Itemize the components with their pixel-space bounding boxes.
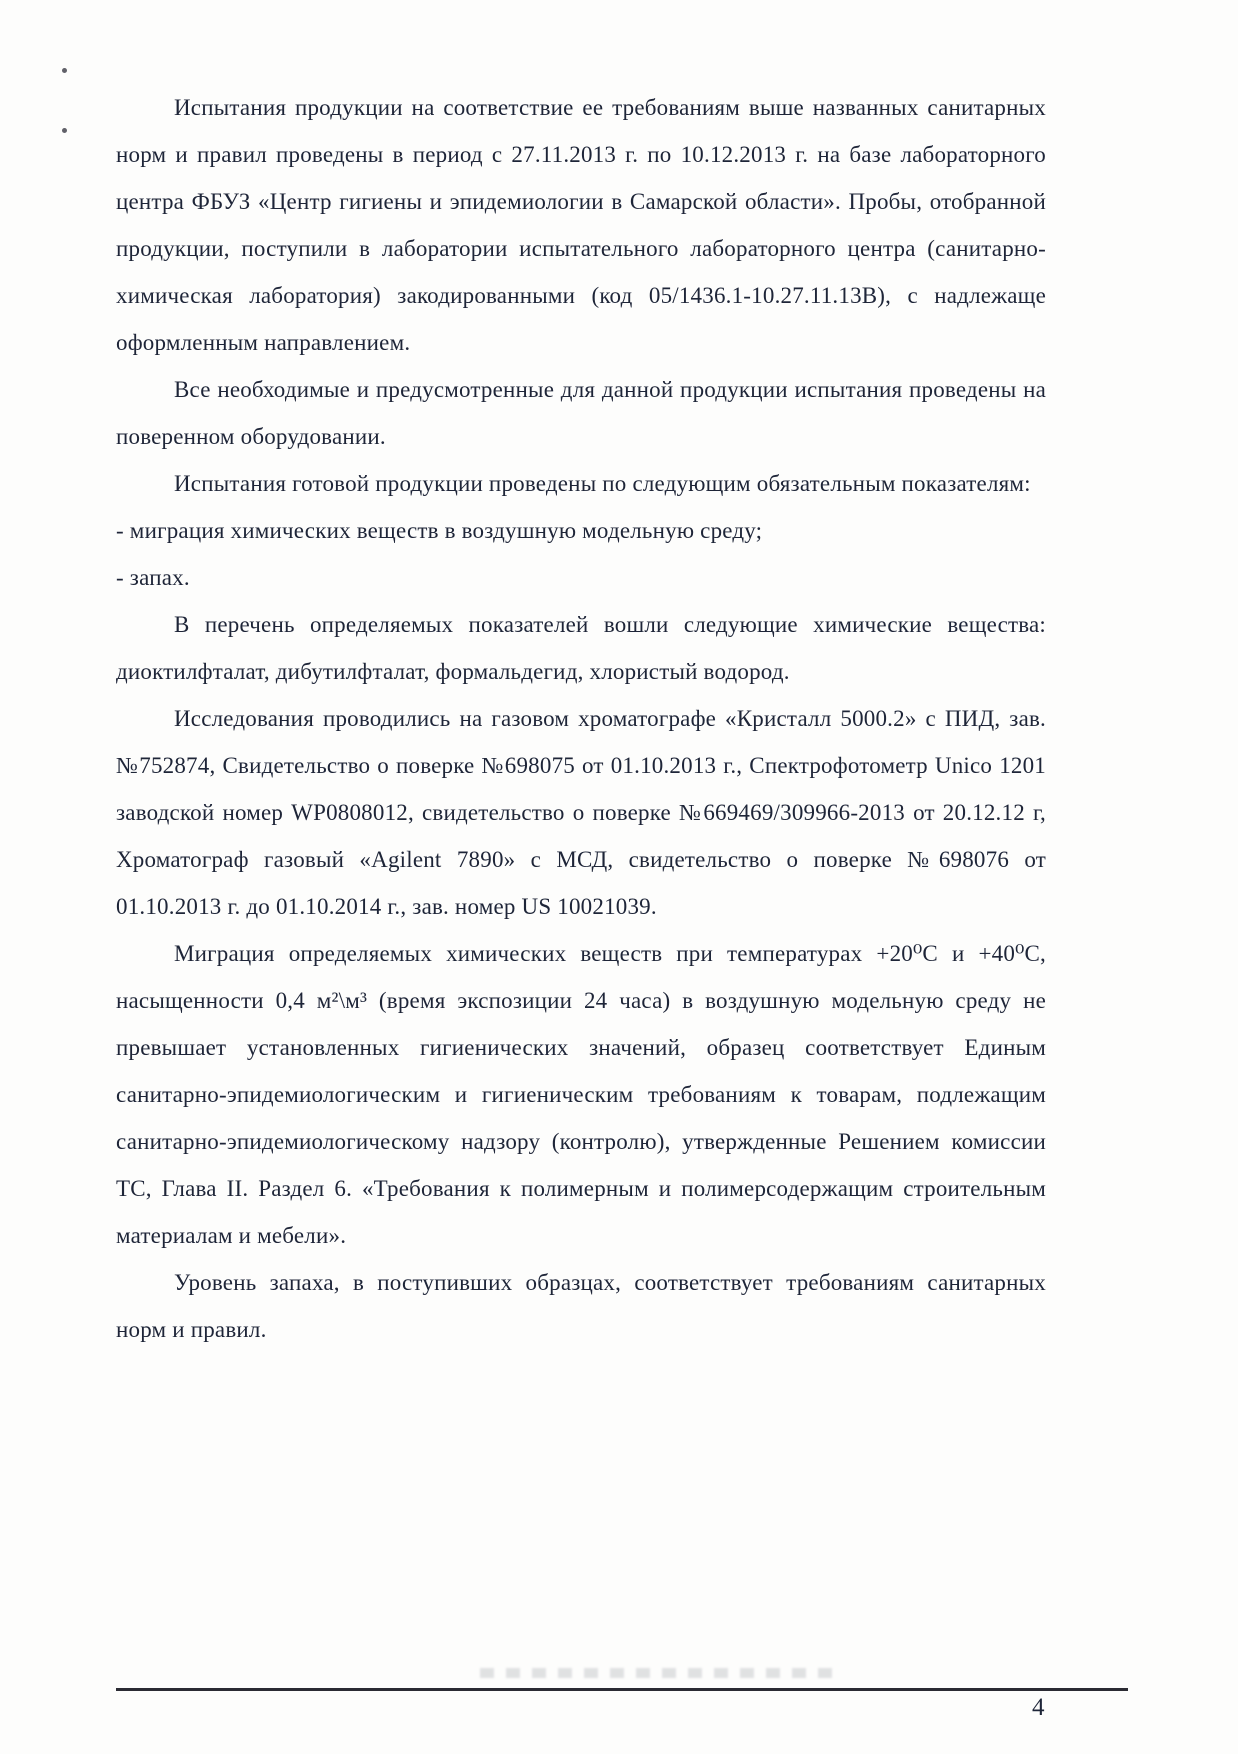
paragraph-odor-level: Уровень запаха, в поступивших образцах, соответствует требованиям санитарных норм и правил. bbox=[116, 1270, 1046, 1342]
list-item-odor: - запах. bbox=[116, 565, 190, 590]
paragraph-chemical-substances: В перечень определяемых показателей вошли следующие химические вещества: диоктилфталат, дибутилфталат, формальдегид, хлористый водород. bbox=[116, 612, 1046, 684]
list-item-migration: - миграция химических веществ в воздушную модельную среду; bbox=[116, 518, 763, 543]
scan-speck bbox=[62, 68, 67, 73]
footer-rule bbox=[116, 1688, 1128, 1691]
scan-speck bbox=[62, 128, 67, 133]
scan-smudge bbox=[480, 1668, 840, 1678]
paragraph-instruments: Исследования проводились на газовом хроматографе «Кристалл 5000.2» с ПИД, зав. №752874, Свидетельство о поверке №698075 от 01.10.2013 г., Спектрофотометр Unico 1201 заводской номер WP0808012, свидетельство о поверке №669469/309966-2013 от 20.12.12 г, Хроматограф газовый «Agilent 7890» с МСД, свидетельство о поверке №698076 от 01.10.2013 г. до 01.10.2014 г., зав. номер US 10021039. bbox=[116, 706, 1046, 919]
document-body bbox=[116, 84, 1046, 1353]
paragraph-indicators-intro: Испытания готовой продукции проведены по следующим обязательным показателям: bbox=[174, 471, 1031, 496]
paragraph-migration-results: Миграция определяемых химических веществ при температурах +20⁰С и +40⁰С, насыщенности 0,4 м²\м³ (время экспозиции 24 часа) в воздушную модельную среду не превышает установленных гигиенических значений, образец соответствует Единым санитарно-эпидемиологическим и гигиеническим требованиям к товарам, подлежащим санитарно-эпидемиологическому надзору (контролю), утвержденные Решением комиссии ТС, Глава II. Раздел 6. «Требования к полимерным и полимерсодержащим строительным материалам и мебели». bbox=[116, 941, 1046, 1248]
paragraph-verified-equipment: Все необходимые и предусмотренные для данной продукции испытания проведены на поверенном оборудовании. bbox=[116, 377, 1046, 449]
paragraph-testing-period: Испытания продукции на соответствие ее требованиям выше названных санитарных норм и правил проведены в период с 27.11.2013 г. по 10.12.2013 г. на базе лабораторного центра ФБУЗ «Центр гигиены и эпидемиологии в Самарской области». Пробы, отобранной продукции, поступили в лаборатории испытательного лабораторного центра (санитарно-химическая лаборатория) закодированными (код 05/1436.1-10.27.11.13В), с надлежаще оформленным направлением. bbox=[116, 95, 1046, 355]
page-number: 4 bbox=[1032, 1694, 1045, 1721]
